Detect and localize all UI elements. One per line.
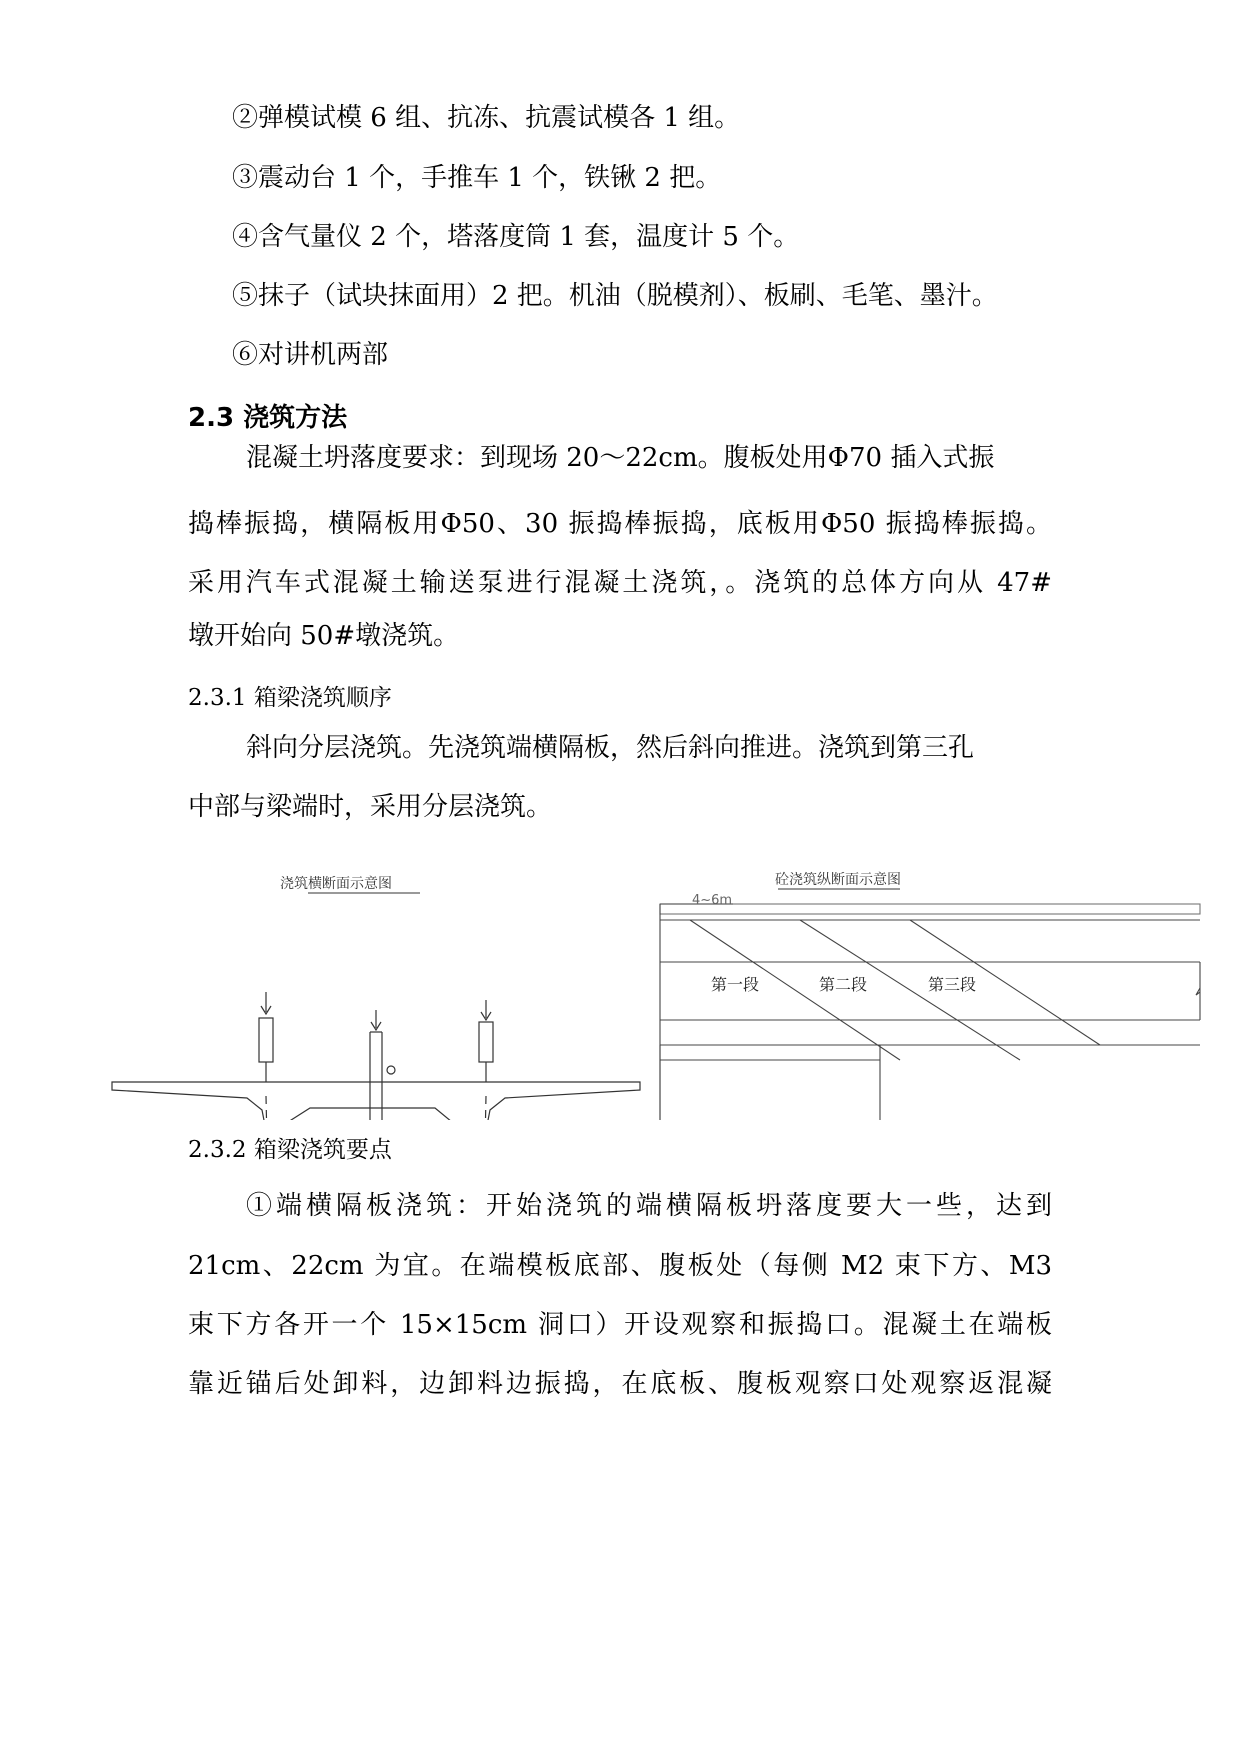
paragraph-line: 靠近锚后处卸料，边卸料边振捣，在底板、腹板观察口处观察返混凝 — [188, 1369, 1052, 1399]
paragraph-line: 混凝土坍落度要求：到现场 20～22cm。腹板处用Φ70 插入式振 — [246, 443, 995, 473]
paragraph-line: 采用汽车式混凝土输送泵进行混凝土浇筑，。浇筑的总体方向从 47# — [188, 568, 1052, 598]
list-item: ⑥对讲机两部 — [232, 340, 389, 370]
list-item: ③震动台 1 个，手推车 1 个，铁锹 2 把。 — [232, 163, 722, 193]
stage-label: 第三段 — [927, 975, 977, 994]
list-item: ④含气量仪 2 个，塔落度筒 1 套，温度计 5 个。 — [232, 222, 800, 252]
pouring-diagrams — [0, 860, 1241, 1120]
subsection-heading: 2.3.1 箱梁浇筑顺序 — [188, 685, 392, 711]
list-item: ②弹模试模 6 组、抗冻、抗震试模各 1 组。 — [232, 103, 741, 133]
dim-top: 4~6m — [692, 893, 733, 908]
cross-section-title: 浇筑横断面示意图 — [280, 876, 392, 892]
section-heading: 2.3 浇筑方法 — [188, 403, 348, 433]
stage-label: 第一段 — [710, 975, 760, 994]
list-item: ⑤抹子（试块抹面用）2 把。机油（脱模剂）、板刷、毛笔、墨汁。 — [232, 281, 998, 311]
paragraph-line: 21cm、22cm 为宜。在端模板底部、腹板处（每侧 M2 束下方、M3 — [188, 1251, 1052, 1281]
paragraph-line: 捣棒振捣，横隔板用Φ50、30 振捣棒振捣，底板用Φ50 振捣棒振捣。 — [188, 509, 1052, 539]
longitudinal-title: 砼浇筑纵断面示意图 — [775, 872, 901, 888]
subsection-heading: 2.3.2 箱梁浇筑要点 — [188, 1137, 392, 1163]
paragraph-line: 墩开始向 50#墩浇筑。 — [188, 621, 460, 651]
paragraph-line: ①端横隔板浇筑：开始浇筑的端横隔板坍落度要大一些，达到 — [246, 1191, 1052, 1221]
paragraph-line: 斜向分层浇筑。先浇筑端横隔板，然后斜向推进。浇筑到第三孔 — [246, 733, 975, 763]
paragraph-line: 中部与梁端时，采用分层浇筑。 — [188, 792, 553, 822]
stage-label: 第二段 — [818, 975, 868, 994]
paragraph-line: 束下方各开一个 15×15cm 洞口）开设观察和振捣口。混凝土在端板 — [188, 1310, 1052, 1340]
